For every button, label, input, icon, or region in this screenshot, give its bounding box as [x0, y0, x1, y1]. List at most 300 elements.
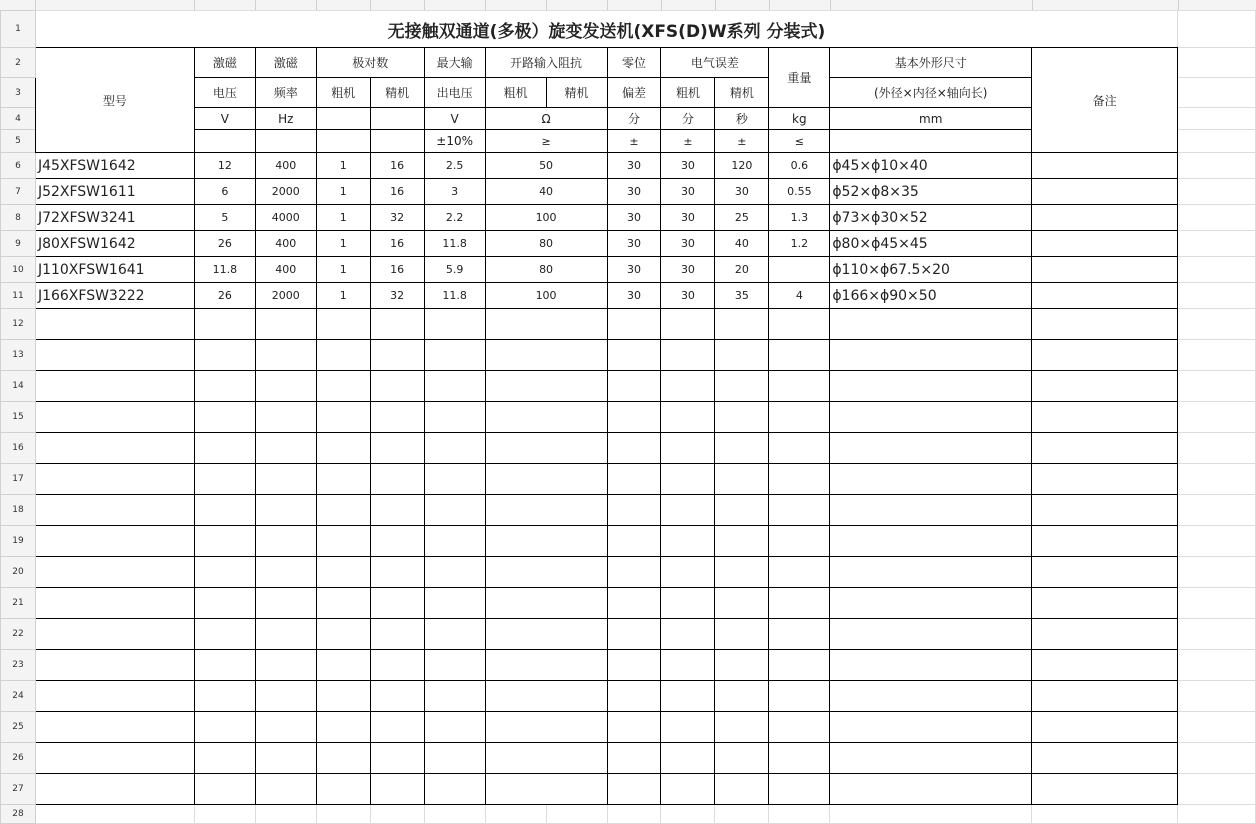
cell[interactable] [1178, 650, 1256, 681]
cell-v[interactable]: 5 [194, 205, 255, 231]
cell[interactable] [661, 433, 715, 464]
cell[interactable] [769, 433, 830, 464]
cell[interactable] [1178, 153, 1256, 179]
cell-f[interactable]: 4000 [255, 205, 316, 231]
cell[interactable] [424, 805, 485, 824]
tol-zero-offset[interactable]: ± [607, 130, 661, 153]
cell[interactable] [830, 526, 1032, 557]
cell-imp[interactable]: 80 [485, 257, 607, 283]
cell-pf[interactable]: 32 [370, 283, 424, 309]
cell[interactable] [424, 340, 485, 371]
cell[interactable] [769, 619, 830, 650]
header-exc-voltage-2[interactable]: 电压 [194, 78, 255, 108]
cell[interactable] [607, 495, 661, 526]
cell[interactable] [769, 526, 830, 557]
cell-dim[interactable]: ϕ80×ϕ45×45 [830, 231, 1032, 257]
cell-maxv[interactable]: 11.8 [424, 231, 485, 257]
header-exc-frequency[interactable]: 激磁 [255, 48, 316, 78]
cell-maxv[interactable]: 2.5 [424, 153, 485, 179]
cell[interactable] [1032, 681, 1178, 712]
cell-note[interactable] [1032, 283, 1178, 309]
cell-maxv[interactable]: 2.2 [424, 205, 485, 231]
cell[interactable] [1178, 309, 1256, 340]
cell[interactable] [370, 433, 424, 464]
cell[interactable] [485, 309, 607, 340]
cell[interactable] [255, 805, 316, 824]
cell[interactable] [830, 774, 1032, 805]
cell[interactable] [607, 557, 661, 588]
cell[interactable] [769, 402, 830, 433]
cell[interactable] [316, 371, 370, 402]
cell[interactable] [194, 588, 255, 619]
cell-f[interactable]: 400 [255, 153, 316, 179]
header-max-output-voltage[interactable]: 最大输 [424, 48, 485, 78]
cell[interactable] [1032, 774, 1178, 805]
cell-zero[interactable]: 30 [607, 153, 661, 179]
tol-impedance[interactable]: ≥ [485, 130, 607, 153]
cell[interactable] [607, 433, 661, 464]
cell[interactable] [769, 309, 830, 340]
cell[interactable] [715, 557, 769, 588]
row-header[interactable]: 21 [1, 588, 36, 619]
cell-ef[interactable]: 35 [715, 283, 769, 309]
cell-imp[interactable]: 80 [485, 231, 607, 257]
cell-ef[interactable]: 30 [715, 179, 769, 205]
cell[interactable] [830, 588, 1032, 619]
cell[interactable] [1178, 495, 1256, 526]
cell[interactable] [607, 650, 661, 681]
cell[interactable] [715, 464, 769, 495]
cell[interactable] [485, 743, 607, 774]
cell[interactable] [1178, 205, 1256, 231]
cell[interactable] [194, 340, 255, 371]
cell[interactable] [661, 371, 715, 402]
cell[interactable] [1178, 11, 1256, 48]
cell-dim[interactable]: ϕ166×ϕ90×50 [830, 283, 1032, 309]
row-header[interactable]: 5 [1, 130, 36, 153]
cell[interactable] [35, 340, 194, 371]
cell[interactable] [715, 526, 769, 557]
header-electrical-error[interactable]: 电气误差 [661, 48, 769, 78]
cell[interactable] [370, 402, 424, 433]
cell-ef[interactable]: 20 [715, 257, 769, 283]
cell[interactable] [1178, 557, 1256, 588]
tol-max-output-voltage[interactable]: ±10% [424, 130, 485, 153]
cell[interactable] [715, 495, 769, 526]
cell[interactable] [485, 526, 607, 557]
cell[interactable] [661, 309, 715, 340]
cell[interactable] [424, 371, 485, 402]
cell[interactable] [255, 774, 316, 805]
cell[interactable] [830, 340, 1032, 371]
cell[interactable] [1178, 681, 1256, 712]
cell[interactable] [1178, 108, 1256, 130]
cell[interactable] [316, 130, 370, 153]
cell[interactable] [424, 774, 485, 805]
cell-zero[interactable]: 30 [607, 179, 661, 205]
cell[interactable] [194, 712, 255, 743]
cell-ec[interactable]: 30 [661, 179, 715, 205]
tol-err-coarse[interactable]: ± [661, 130, 715, 153]
cell[interactable] [661, 340, 715, 371]
header-notes[interactable]: 备注 [1032, 48, 1178, 153]
cell[interactable] [715, 712, 769, 743]
cell[interactable] [1178, 257, 1256, 283]
cell[interactable] [316, 774, 370, 805]
cell-imp[interactable]: 50 [485, 153, 607, 179]
unit-max-output-voltage[interactable]: V [424, 108, 485, 130]
cell[interactable] [661, 464, 715, 495]
cell[interactable] [715, 402, 769, 433]
cell[interactable] [830, 619, 1032, 650]
header-poles-coarse[interactable]: 粗机 [316, 78, 370, 108]
row-header[interactable]: 25 [1, 712, 36, 743]
cell[interactable] [255, 557, 316, 588]
cell-model[interactable]: J72XFSW3241 [35, 205, 194, 231]
row-header[interactable]: 2 [1, 48, 36, 78]
cell[interactable] [35, 805, 194, 824]
row-header[interactable]: 19 [1, 526, 36, 557]
cell[interactable] [485, 557, 607, 588]
cell[interactable] [370, 309, 424, 340]
cell[interactable] [194, 371, 255, 402]
cell-pf[interactable]: 16 [370, 179, 424, 205]
cell[interactable] [715, 650, 769, 681]
cell[interactable] [194, 743, 255, 774]
cell[interactable] [1178, 805, 1256, 824]
cell[interactable] [35, 588, 194, 619]
unit-weight[interactable]: kg [769, 108, 830, 130]
cell[interactable] [715, 433, 769, 464]
cell[interactable] [370, 526, 424, 557]
cell-pc[interactable]: 1 [316, 205, 370, 231]
cell[interactable] [607, 464, 661, 495]
row-header[interactable]: 24 [1, 681, 36, 712]
cell[interactable] [607, 743, 661, 774]
cell[interactable] [255, 495, 316, 526]
cell[interactable] [316, 805, 370, 824]
cell[interactable] [194, 681, 255, 712]
cell[interactable] [424, 402, 485, 433]
cell[interactable] [1032, 464, 1178, 495]
cell-pc[interactable]: 1 [316, 231, 370, 257]
cell[interactable] [35, 774, 194, 805]
cell-zero[interactable]: 30 [607, 205, 661, 231]
cell-note[interactable] [1032, 257, 1178, 283]
cell[interactable] [661, 650, 715, 681]
cell[interactable] [607, 309, 661, 340]
cell[interactable] [830, 433, 1032, 464]
cell[interactable] [830, 402, 1032, 433]
header-imp-coarse[interactable]: 粗机 [485, 78, 546, 108]
unit-err-fine[interactable]: 秒 [715, 108, 769, 130]
cell-f[interactable]: 400 [255, 231, 316, 257]
cell-dim[interactable]: ϕ73×ϕ30×52 [830, 205, 1032, 231]
cell-imp[interactable]: 100 [485, 283, 607, 309]
cell[interactable] [485, 650, 607, 681]
cell[interactable] [370, 712, 424, 743]
cell-pc[interactable]: 1 [316, 179, 370, 205]
header-err-fine[interactable]: 精机 [715, 78, 769, 108]
spreadsheet-grid[interactable] [0, 10, 1256, 824]
cell-note[interactable] [1032, 205, 1178, 231]
cell[interactable] [607, 588, 661, 619]
cell-imp[interactable]: 100 [485, 205, 607, 231]
cell[interactable] [485, 464, 607, 495]
cell[interactable] [424, 588, 485, 619]
row-header[interactable]: 1 [1, 11, 36, 48]
cell[interactable] [661, 681, 715, 712]
cell[interactable] [424, 743, 485, 774]
cell[interactable] [830, 805, 1032, 824]
row-header[interactable]: 13 [1, 340, 36, 371]
cell-model[interactable]: J166XFSW3222 [35, 283, 194, 309]
unit-zero-offset[interactable]: 分 [607, 108, 661, 130]
cell[interactable] [255, 340, 316, 371]
cell[interactable] [424, 681, 485, 712]
cell[interactable] [607, 681, 661, 712]
cell[interactable] [1178, 130, 1256, 153]
cell[interactable] [255, 464, 316, 495]
cell[interactable] [661, 712, 715, 743]
row-header[interactable]: 28 [1, 805, 36, 824]
cell-ef[interactable]: 25 [715, 205, 769, 231]
cell[interactable] [194, 402, 255, 433]
cell-f[interactable]: 2000 [255, 179, 316, 205]
sheet-title[interactable]: 无接触双通道(多极）旋变发送机(XFS(D)W系列 分装式) [35, 11, 1177, 48]
cell[interactable] [661, 774, 715, 805]
cell-note[interactable] [1032, 231, 1178, 257]
cell[interactable] [715, 619, 769, 650]
cell[interactable] [370, 340, 424, 371]
cell[interactable] [1032, 526, 1178, 557]
cell[interactable] [607, 526, 661, 557]
cell[interactable] [1032, 402, 1178, 433]
cell[interactable] [769, 557, 830, 588]
cell-pc[interactable]: 1 [316, 153, 370, 179]
cell[interactable] [194, 130, 255, 153]
tol-err-fine[interactable]: ± [715, 130, 769, 153]
cell-pf[interactable]: 16 [370, 153, 424, 179]
header-imp-fine[interactable]: 精机 [546, 78, 607, 108]
cell[interactable] [316, 557, 370, 588]
cell[interactable] [715, 681, 769, 712]
cell[interactable] [661, 588, 715, 619]
cell-pc[interactable]: 1 [316, 257, 370, 283]
cell-ec[interactable]: 30 [661, 231, 715, 257]
cell[interactable] [715, 340, 769, 371]
cell[interactable] [35, 743, 194, 774]
cell[interactable] [255, 526, 316, 557]
cell[interactable] [316, 340, 370, 371]
cell-v[interactable]: 6 [194, 179, 255, 205]
cell[interactable] [830, 650, 1032, 681]
cell[interactable] [370, 619, 424, 650]
cell[interactable] [424, 464, 485, 495]
cell[interactable] [1178, 231, 1256, 257]
cell[interactable] [769, 650, 830, 681]
cell-imp[interactable]: 40 [485, 179, 607, 205]
cell[interactable] [485, 371, 607, 402]
header-err-coarse[interactable]: 粗机 [661, 78, 715, 108]
cell[interactable] [35, 495, 194, 526]
cell-w[interactable] [769, 257, 830, 283]
row-header[interactable]: 22 [1, 619, 36, 650]
cell[interactable] [485, 619, 607, 650]
row-header[interactable]: 4 [1, 108, 36, 130]
cell[interactable] [1178, 588, 1256, 619]
cell[interactable] [255, 681, 316, 712]
cell[interactable] [1032, 371, 1178, 402]
cell-maxv[interactable]: 5.9 [424, 257, 485, 283]
cell[interactable] [255, 130, 316, 153]
unit-dimensions[interactable]: mm [830, 108, 1032, 130]
cell[interactable] [485, 805, 546, 824]
cell[interactable] [1032, 743, 1178, 774]
cell-pf[interactable]: 32 [370, 205, 424, 231]
cell[interactable] [316, 309, 370, 340]
cell[interactable] [661, 557, 715, 588]
cell[interactable] [194, 774, 255, 805]
cell[interactable] [1032, 495, 1178, 526]
cell[interactable] [370, 557, 424, 588]
cell[interactable] [830, 495, 1032, 526]
cell[interactable] [255, 371, 316, 402]
header-poles-fine[interactable]: 精机 [370, 78, 424, 108]
cell[interactable] [830, 464, 1032, 495]
cell[interactable] [1178, 743, 1256, 774]
cell[interactable] [370, 681, 424, 712]
cell[interactable] [255, 650, 316, 681]
cell[interactable] [1178, 526, 1256, 557]
cell-zero[interactable]: 30 [607, 283, 661, 309]
cell[interactable] [194, 433, 255, 464]
cell[interactable] [1178, 340, 1256, 371]
cell[interactable] [424, 557, 485, 588]
cell[interactable] [769, 464, 830, 495]
cell-f[interactable]: 400 [255, 257, 316, 283]
cell[interactable] [316, 464, 370, 495]
row-header[interactable]: 26 [1, 743, 36, 774]
cell-v[interactable]: 11.8 [194, 257, 255, 283]
cell[interactable] [661, 495, 715, 526]
row-header[interactable]: 11 [1, 283, 36, 309]
cell[interactable] [424, 712, 485, 743]
cell-pc[interactable]: 1 [316, 283, 370, 309]
cell[interactable] [1178, 78, 1256, 108]
cell[interactable] [316, 495, 370, 526]
cell[interactable] [485, 340, 607, 371]
row-header[interactable]: 9 [1, 231, 36, 257]
row-header[interactable]: 23 [1, 650, 36, 681]
row-header[interactable]: 17 [1, 464, 36, 495]
cell-v[interactable]: 26 [194, 231, 255, 257]
cell[interactable] [424, 526, 485, 557]
cell[interactable] [485, 774, 607, 805]
cell[interactable] [1032, 619, 1178, 650]
cell[interactable] [1032, 309, 1178, 340]
cell[interactable] [35, 619, 194, 650]
cell[interactable] [1178, 283, 1256, 309]
cell[interactable] [35, 681, 194, 712]
cell[interactable] [715, 774, 769, 805]
cell[interactable] [35, 650, 194, 681]
cell[interactable] [370, 130, 424, 153]
cell[interactable] [607, 712, 661, 743]
cell[interactable] [769, 340, 830, 371]
cell-maxv[interactable]: 11.8 [424, 283, 485, 309]
cell[interactable] [35, 402, 194, 433]
cell[interactable] [194, 464, 255, 495]
cell[interactable] [769, 371, 830, 402]
cell[interactable] [370, 805, 424, 824]
header-exc-frequency-2[interactable]: 频率 [255, 78, 316, 108]
header-weight[interactable]: 重量 [769, 48, 830, 108]
cell[interactable] [370, 371, 424, 402]
cell[interactable] [316, 650, 370, 681]
header-max-output-voltage-2[interactable]: 出电压 [424, 78, 485, 108]
row-header[interactable]: 20 [1, 557, 36, 588]
cell-w[interactable]: 0.6 [769, 153, 830, 179]
cell[interactable] [424, 495, 485, 526]
cell[interactable] [769, 495, 830, 526]
cell[interactable] [316, 526, 370, 557]
cell-model[interactable]: J80XFSW1642 [35, 231, 194, 257]
row-header[interactable]: 7 [1, 179, 36, 205]
cell[interactable] [1032, 712, 1178, 743]
cell[interactable] [1178, 619, 1256, 650]
cell[interactable] [769, 588, 830, 619]
row-header[interactable]: 10 [1, 257, 36, 283]
cell[interactable] [194, 526, 255, 557]
cell[interactable] [255, 588, 316, 619]
header-dimensions[interactable]: 基本外形尺寸 [830, 48, 1032, 78]
header-dimensions-2[interactable]: (外径×内径×轴向长) [830, 78, 1032, 108]
cell[interactable] [769, 681, 830, 712]
cell[interactable] [661, 743, 715, 774]
cell[interactable] [316, 712, 370, 743]
cell[interactable] [830, 557, 1032, 588]
cell-model[interactable]: J110XFSW1641 [35, 257, 194, 283]
row-header[interactable]: 15 [1, 402, 36, 433]
cell-v[interactable]: 26 [194, 283, 255, 309]
cell[interactable] [607, 371, 661, 402]
cell-v[interactable]: 12 [194, 153, 255, 179]
row-header[interactable]: 27 [1, 774, 36, 805]
cell-w[interactable]: 1.3 [769, 205, 830, 231]
cell[interactable] [35, 712, 194, 743]
cell[interactable] [1178, 179, 1256, 205]
header-zero-offset-2[interactable]: 偏差 [607, 78, 661, 108]
row-header[interactable]: 18 [1, 495, 36, 526]
cell[interactable] [546, 805, 607, 824]
cell[interactable] [1178, 464, 1256, 495]
cell[interactable] [35, 371, 194, 402]
unit-exc-frequency[interactable]: Hz [255, 108, 316, 130]
row-header[interactable]: 14 [1, 371, 36, 402]
cell[interactable] [715, 743, 769, 774]
cell[interactable] [255, 309, 316, 340]
cell[interactable] [830, 681, 1032, 712]
cell[interactable] [485, 433, 607, 464]
cell-pf[interactable]: 16 [370, 231, 424, 257]
row-header[interactable]: 3 [1, 78, 36, 108]
cell[interactable] [35, 464, 194, 495]
header-zero-offset[interactable]: 零位 [607, 48, 661, 78]
cell-ec[interactable]: 30 [661, 205, 715, 231]
cell-model[interactable]: J45XFSW1642 [35, 153, 194, 179]
row-header[interactable]: 8 [1, 205, 36, 231]
